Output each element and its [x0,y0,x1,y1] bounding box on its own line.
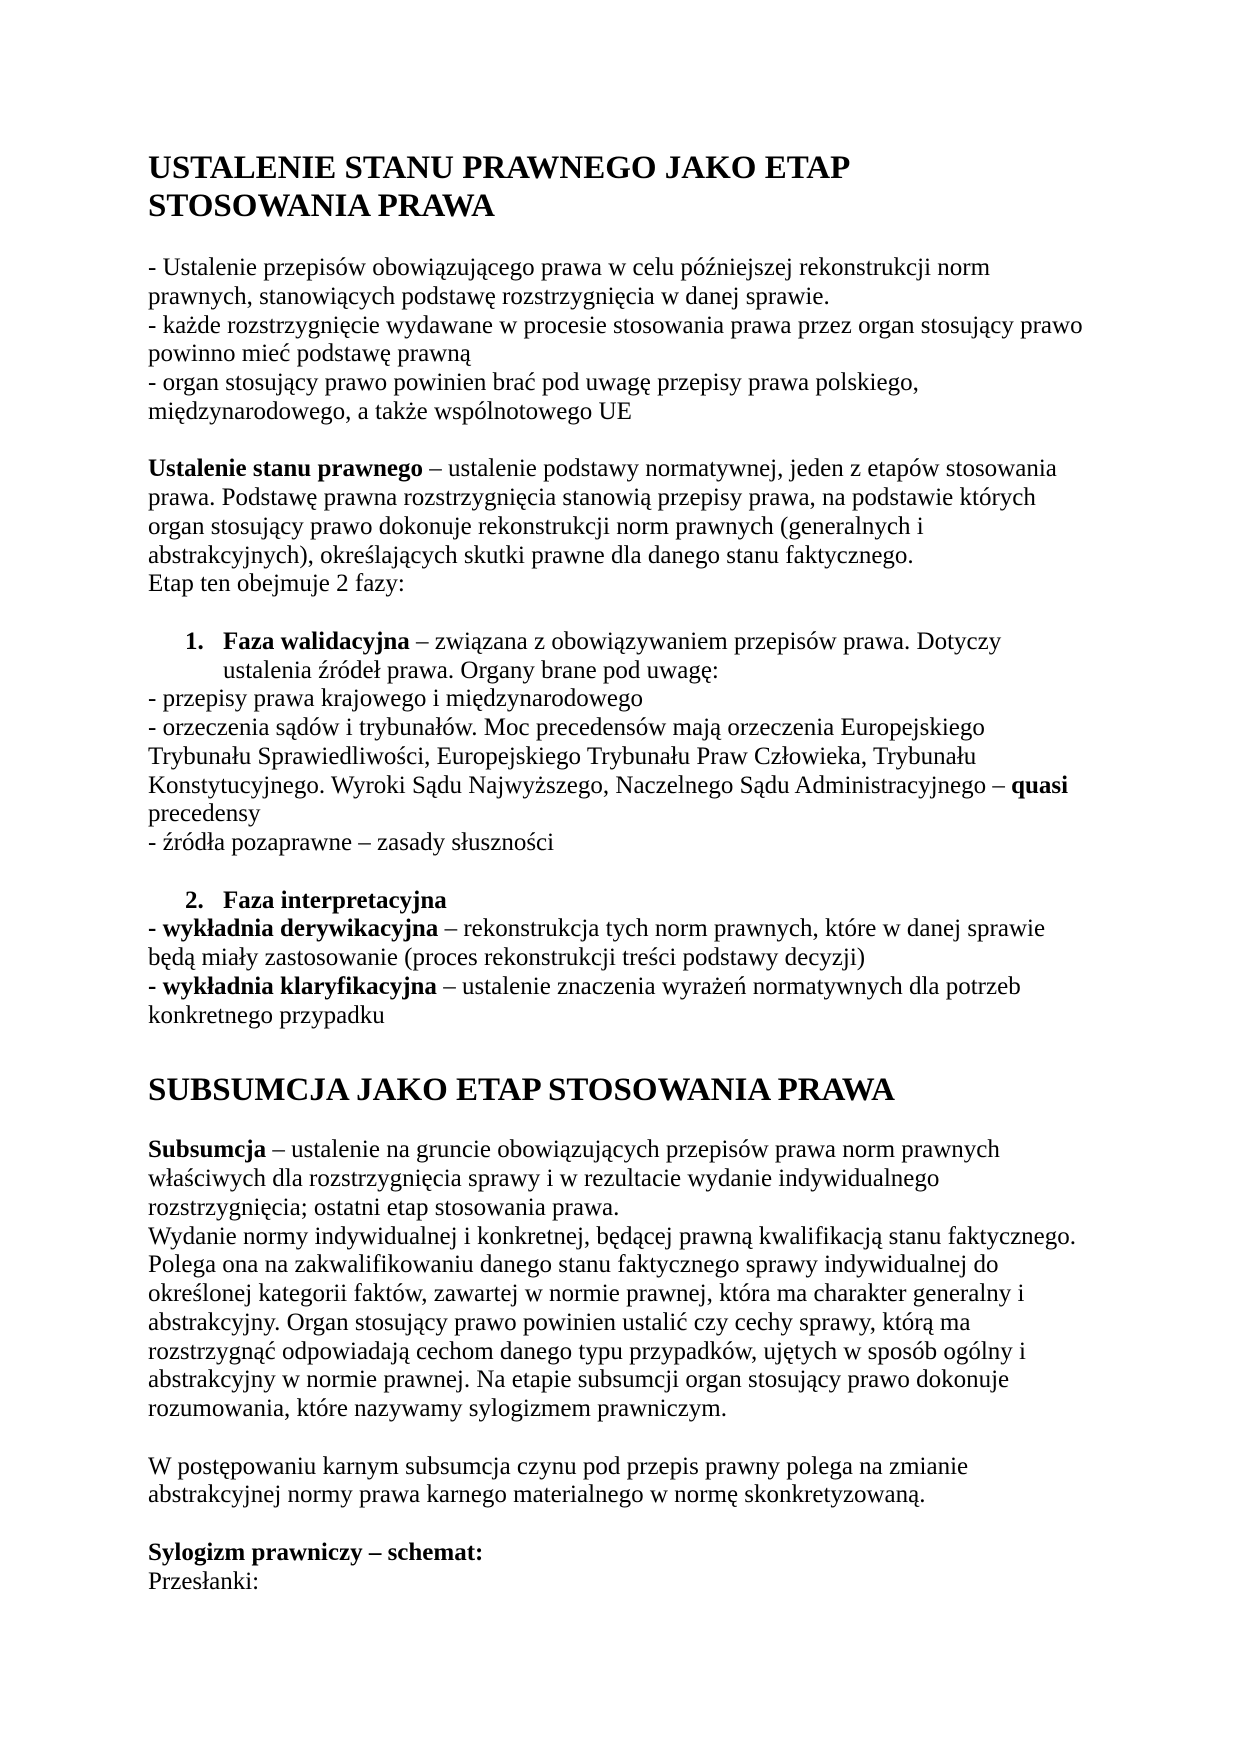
bold-term: Faza walidacyjna [223,627,410,655]
text-line [148,1395,1108,1424]
text-line [148,1251,1108,1280]
text-line [148,513,1108,542]
text-run: abstrakcyjnych), określających skutki prawne dla danego stanu faktycznego. [148,541,914,569]
text-run: właściwych dla rozstrzygnięcia sprawy i w rezultacie wydanie indywidualnego [148,1165,940,1192]
text-line [148,1309,1108,1338]
text-run: – ustalenie podstawy normatywnej, jeden z etapów stosowania [423,455,1057,483]
bold-term: Faza interpretacyjna [223,886,447,914]
text-run: międzynarodowego, a także wspólnotowego UE [148,397,632,425]
text-run: będą miały zastosowanie (proces rekonstrukcji treści podstawy decyzji) [148,944,866,971]
document-body [148,254,1108,1596]
text-run: - orzeczenia sądów i trybunałów. Moc precedensów mają orzeczenia Europejskiego [148,714,985,741]
text-line [148,800,1108,829]
text-line [148,312,1108,341]
text-run: Konstytucyjnego. Wyroki Sądu Najwyższego, Naczelnego Sądu Administracyjnego – [148,771,1012,799]
text-run: ustalenia źródeł prawa. Organy brane pod uwagę: [223,656,719,684]
blank-line [148,1510,1108,1539]
text-line [148,570,1108,599]
title-line: USTALENIE STANU PRAWNEGO JAKO ETAP [148,150,851,186]
text-line [148,1453,1108,1482]
text-line [148,915,1108,944]
text-run: – ustalenie na gruncie obowiązujących przepisów prawa norm prawnych [266,1136,1000,1164]
section-heading: SUBSUMCJA JAKO ETAP STOSOWANIA PRAWA [148,1072,895,1109]
text-line [148,398,1108,427]
text-run: Trybunału Sprawiedliwości, Europejskiego Trybunału Praw Człowieka, Trybunału [148,742,977,770]
text-run: abstrakcyjnej normy prawa karnego materialnego w normę skonkretyzowaną. [148,1481,926,1509]
text-line [148,829,1108,858]
blank-line [148,427,1108,456]
text-line [148,772,1108,801]
bold-term: Sylogizm prawniczy – schemat: [148,1538,484,1566]
text-line [148,369,1108,398]
text-line [148,1568,1108,1597]
bold-term: Subsumcja [148,1136,267,1164]
text-line [148,254,1108,283]
text-run: abstrakcyjny w normie prawnej. Na etapie subsumcji organ stosujący prawo dokonuje [148,1366,1010,1394]
text-run: prawnych, stanowiących podstawę rozstrzygnięcia w danej sprawie. [148,282,830,310]
text-run: - przepisy prawa krajowego i międzynarodowego [148,685,643,713]
text-run: abstrakcyjny. Organ stosujący prawo powinien ustalić czy cechy sprawy, którą ma [148,1308,971,1336]
text-run: określonej kategorii faktów, zawartej w normie prawnej, która ma charakter generalny i [148,1280,1025,1307]
text-line [148,1280,1108,1309]
text-line [148,283,1108,312]
text-line [148,340,1108,369]
page-title [148,149,1108,225]
text-line [148,1366,1108,1395]
text-line [148,455,1108,484]
blank-line [148,1424,1108,1453]
text-run: organ stosujący prawo dokonuje rekonstrukcji norm prawnych (generalnych i [148,512,924,540]
text-run: - każde rozstrzygnięcie wydawane w procesie stosowania prawa przez organ stosujący prawo [148,311,1083,339]
text-run: rozstrzygnąć odpowiadają cechom danego typu przypadków, ujętych w sposób ogólny i [148,1337,1027,1365]
text-run: powinno mieć podstawę prawną [148,340,471,368]
bold-term: quasi [1011,771,1069,799]
numbered-list-item [148,887,1108,916]
text-line [148,1223,1108,1252]
text-run: rozumowania, które nazywamy sylogizmem prawniczym. [148,1395,727,1422]
text-run: Wydanie normy indywidualnej i konkretnej, będącej prawną kwalifikacją stanu faktycznego. [148,1222,1077,1250]
text-run: – ustalenie znaczenia wyrażeń normatywnych dla potrzeb [436,972,1021,1000]
blank-line [148,858,1108,887]
text-line [148,714,1108,743]
text-line [148,1165,1108,1194]
text-line [148,1539,1108,1568]
text-line [148,743,1108,772]
bold-term: - wykładnia derywikacyjna [148,915,439,943]
text-run: W postępowaniu karnym subsumcja czynu pod przepis prawny polega na zmianie [148,1452,969,1480]
blank-line [148,599,1108,628]
text-line [148,542,1108,571]
text-run: – rekonstrukcja tych norm prawnych, które w danej sprawie [438,915,1046,943]
text-line [148,1002,1108,1031]
text-run: - źródła pozaprawne – zasady słuszności [148,829,555,856]
title-line: STOSOWANIA PRAWA [148,188,495,224]
text-run: Przesłanki: [148,1567,260,1595]
text-line [148,1194,1108,1223]
text-line [148,484,1108,513]
text-run: - Ustalenie przepisów obowiązującego prawa w celu późniejszej rekonstrukcji norm [148,254,991,281]
text-line [148,944,1108,973]
text-line [148,973,1108,1002]
list-number: 1. [185,627,204,655]
text-run: rozstrzygnięcia; ostatni etap stosowania prawa. [148,1193,620,1221]
text-run: konkretnego przypadku [148,1001,385,1029]
text-run: - organ stosujący prawo powinien brać pod uwagę przepisy prawa polskiego, [148,369,919,396]
text-run: Etap ten obejmuje 2 fazy: [148,570,405,598]
bold-term: - wykładnia klaryfikacyjna [148,972,437,1000]
numbered-list-item [148,628,1108,657]
text-run: Polega ona na zakwalifikowaniu danego stanu faktycznego sprawy indywidualnej do [148,1251,999,1279]
text-line [148,1338,1108,1367]
text-run: prawa. Podstawę prawna rozstrzygnięcia stanowią przepisy prawa, na podstawie których [148,484,1036,511]
text-run: precedensy [148,800,261,828]
text-line [148,657,1108,686]
text-run: – związana z obowiązywaniem przepisów prawa. Dotyczy [409,627,1002,655]
text-line [148,1481,1108,1510]
document-page [148,149,1108,1596]
list-number: 2. [185,886,204,914]
text-line [148,1136,1108,1165]
bold-term: Ustalenie stanu prawnego [148,455,424,483]
text-line [148,685,1108,714]
